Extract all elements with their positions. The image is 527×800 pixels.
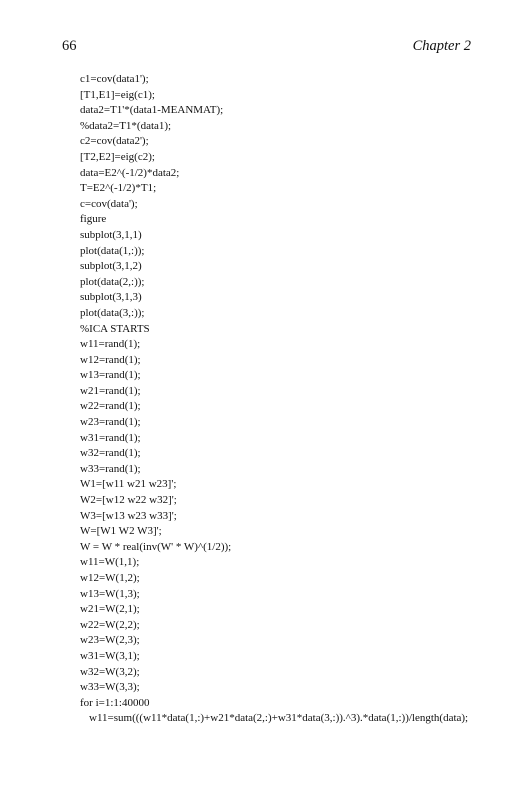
code-line: w32=rand(1); — [80, 447, 141, 460]
code-line: w21=rand(1); — [80, 384, 141, 397]
code-line: [T2,E2]=eig(c2); — [80, 150, 155, 163]
code-line: plot(data(1,:)); — [80, 244, 145, 257]
code-line: W2=[w12 w22 w32]'; — [80, 494, 177, 507]
code-line: for i=1:1:40000 — [80, 696, 150, 709]
code-line: w23=W(2,3); — [80, 634, 140, 647]
code-line: c1=cov(data1'); — [80, 73, 149, 85]
running-header — [62, 38, 471, 58]
code-line: w21=W(2,1); — [80, 603, 140, 616]
page-number: 66 — [62, 38, 77, 54]
code-line: w12=W(1,2); — [80, 572, 140, 584]
matlab-code-listing — [80, 72, 510, 727]
code-line: %data2=T1*(data1); — [80, 119, 172, 132]
code-line: w12=rand(1); — [80, 353, 141, 366]
code-line: T=E2^(-1/2)*T1; — [80, 182, 157, 195]
code-line: w23=rand(1); — [80, 416, 141, 429]
code-line: %ICA STARTS — [80, 322, 150, 335]
code-line: w11=sum(((w11*data(1,:)+w21*data(2,:)+w31*data(3,:)).^3).*data(1,:))/length(data); — [89, 712, 469, 725]
code-line: W3=[w13 w23 w33]'; — [80, 509, 177, 522]
code-line: w32=W(3,2); — [80, 665, 140, 678]
code-line: W=[W1 W2 W3]'; — [80, 525, 162, 538]
code-line: plot(data(3,:)); — [80, 306, 145, 319]
code-line: subplot(3,1,2) — [80, 260, 142, 273]
code-line: w22=rand(1); — [80, 400, 141, 413]
chapter-title: Chapter 2 — [412, 38, 471, 54]
code-line: data=E2^(-1/2)*data2; — [80, 166, 180, 179]
code-line: w13=rand(1); — [80, 369, 141, 382]
code-line: w33=W(3,3); — [80, 681, 140, 694]
code-line: [T1,E1]=eig(c1); — [80, 88, 155, 101]
code-line: subplot(3,1,3) — [80, 291, 142, 304]
code-line: data2=T1'*(data1-MEANMAT); — [80, 104, 224, 117]
code-line: figure — [80, 213, 107, 226]
code-line: w31=W(3,1); — [80, 649, 140, 662]
code-line: w13=W(1,3); — [80, 587, 140, 600]
code-line: w11=rand(1); — [80, 338, 141, 351]
code-line: c2=cov(data2'); — [80, 135, 149, 148]
code-line: W1=[w11 w21 w23]'; — [80, 478, 177, 491]
code-line: subplot(3,1,1) — [80, 228, 142, 241]
code-line: W = W * real(inv(W' * W)^(1/2)); — [80, 540, 232, 553]
code-line: plot(data(2,:)); — [80, 275, 145, 288]
code-line: w11=W(1,1); — [80, 556, 140, 569]
code-line: w31=rand(1); — [80, 431, 141, 444]
code-line: w33=rand(1); — [80, 462, 141, 475]
code-line: w22=W(2,2); — [80, 618, 140, 631]
code-line: c=cov(data'); — [80, 197, 138, 210]
